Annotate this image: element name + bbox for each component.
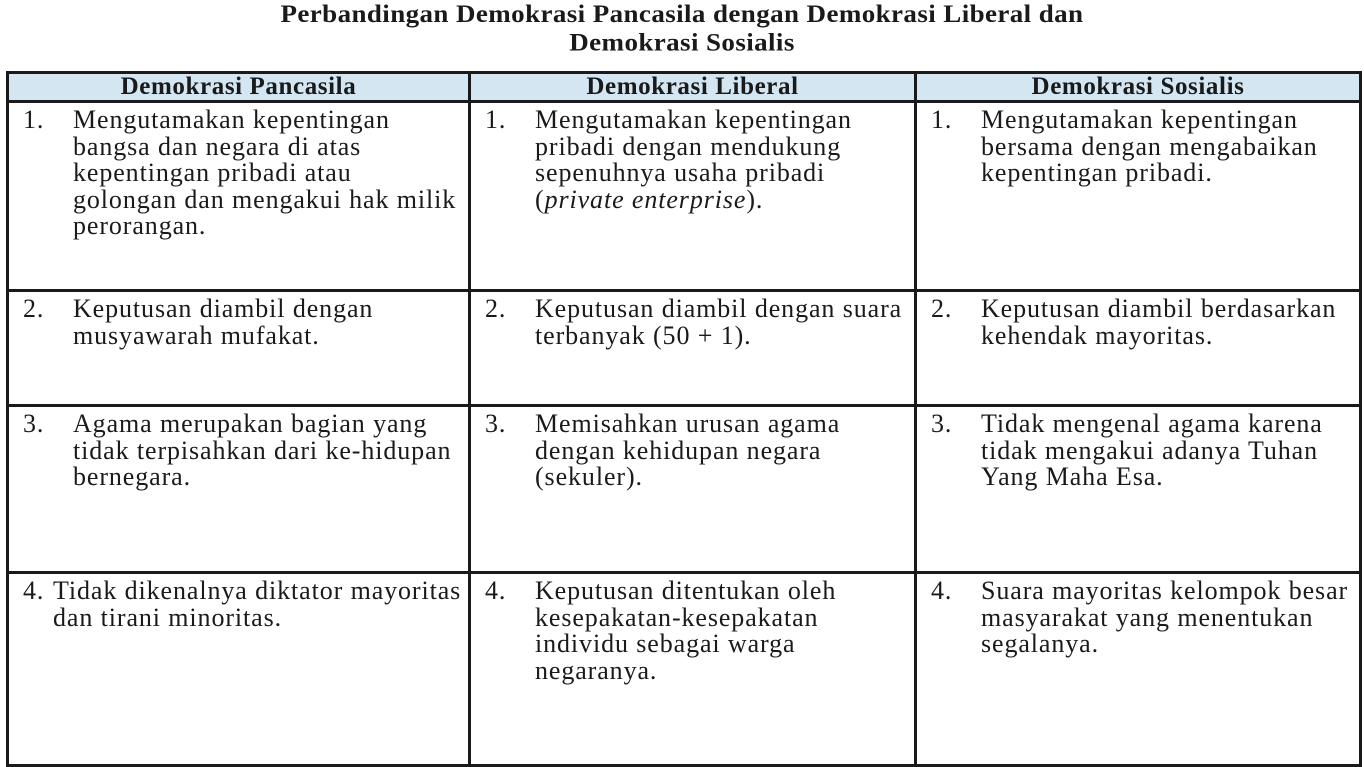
cell-pancasila-2 — [8, 291, 470, 406]
cell-pancasila-1 — [8, 102, 470, 291]
item-text: Keputusan ditentukan oleh kesepakatan-kesepakatan individu sebagai warga negaranya. — [535, 576, 837, 685]
cell-sosialis-1 — [916, 102, 1361, 291]
item-text: Tidak dikenalnya diktator mayoritas dan tirani minoritas. — [53, 576, 462, 632]
table-row — [8, 573, 1361, 766]
header-row — [8, 73, 1361, 102]
cell-pancasila-3 — [8, 406, 470, 573]
item-text: Memisahkan urusan agama dengan kehidupan negara (sekuler). — [535, 409, 841, 491]
item-number: 2. — [23, 294, 45, 323]
item-text-before: Mengutamakan kepentingan pribadi dengan mendukung sepenuhnya usaha pribadi ( — [535, 105, 852, 214]
cell-liberal-4 — [470, 573, 916, 766]
item-number: 4. — [485, 576, 507, 605]
title-line-2: Demokrasi Sosialis — [569, 28, 795, 57]
item-number: 3. — [23, 409, 45, 438]
header-pancasila: Demokrasi Pancasila — [8, 73, 470, 102]
item-text: Keputusan diambil dengan suara terbanyak (50 + 1). — [535, 294, 903, 350]
table-row — [8, 291, 1361, 406]
item-number: 3. — [485, 409, 507, 438]
cell-sosialis-3 — [916, 406, 1361, 573]
cell-liberal-1 — [470, 102, 916, 291]
item-text: Suara mayoritas kelompok besar masyarakat yang menentukan segalanya. — [981, 576, 1349, 658]
header-liberal: Demokrasi Liberal — [470, 73, 916, 102]
item-text-after: ). — [746, 184, 764, 214]
item-text: Keputusan diambil berdasarkan kehendak mayoritas. — [981, 294, 1337, 350]
item-number: 4. — [23, 576, 45, 605]
item-text: Mengutamakan kepentingan bersama dengan mengabaikan kepentingan pribadi. — [981, 105, 1318, 187]
table-row — [8, 406, 1361, 573]
item-number: 2. — [931, 294, 953, 323]
cell-sosialis-4 — [916, 573, 1361, 766]
item-number: 4. — [931, 576, 953, 605]
item-text-italic: private enterprise — [544, 184, 747, 214]
item-text: Keputusan diambil dengan musyawarah mufakat. — [73, 294, 374, 350]
cell-liberal-3 — [470, 406, 916, 573]
item-text: Tidak mengenal agama karena tidak mengakui adanya Tuhan Yang Maha Esa. — [981, 409, 1323, 491]
cell-liberal-2 — [470, 291, 916, 406]
table-row — [8, 102, 1361, 291]
item-text: Mengutamakan kepentingan bangsa dan negara di atas kepentingan pribadi atau golongan dan mengakui hak milik perorangan. — [73, 105, 457, 240]
cell-pancasila-4 — [8, 573, 470, 766]
comparison-table — [6, 71, 1362, 767]
header-sosialis: Demokrasi Sosialis — [916, 73, 1361, 102]
item-text: Agama merupakan bagian yang tidak terpisahkan dari ke-hidupan bernegara. — [73, 409, 452, 491]
page-title — [0, 0, 1364, 57]
item-text — [535, 107, 908, 213]
item-number: 1. — [23, 105, 45, 134]
item-number: 1. — [931, 105, 953, 134]
item-number: 3. — [931, 409, 953, 438]
item-number: 1. — [485, 105, 507, 134]
title-line-1: Perbandingan Demokrasi Pancasila dengan Demokrasi Liberal dan — [280, 0, 1084, 28]
item-number: 2. — [485, 294, 507, 323]
cell-sosialis-2 — [916, 291, 1361, 406]
